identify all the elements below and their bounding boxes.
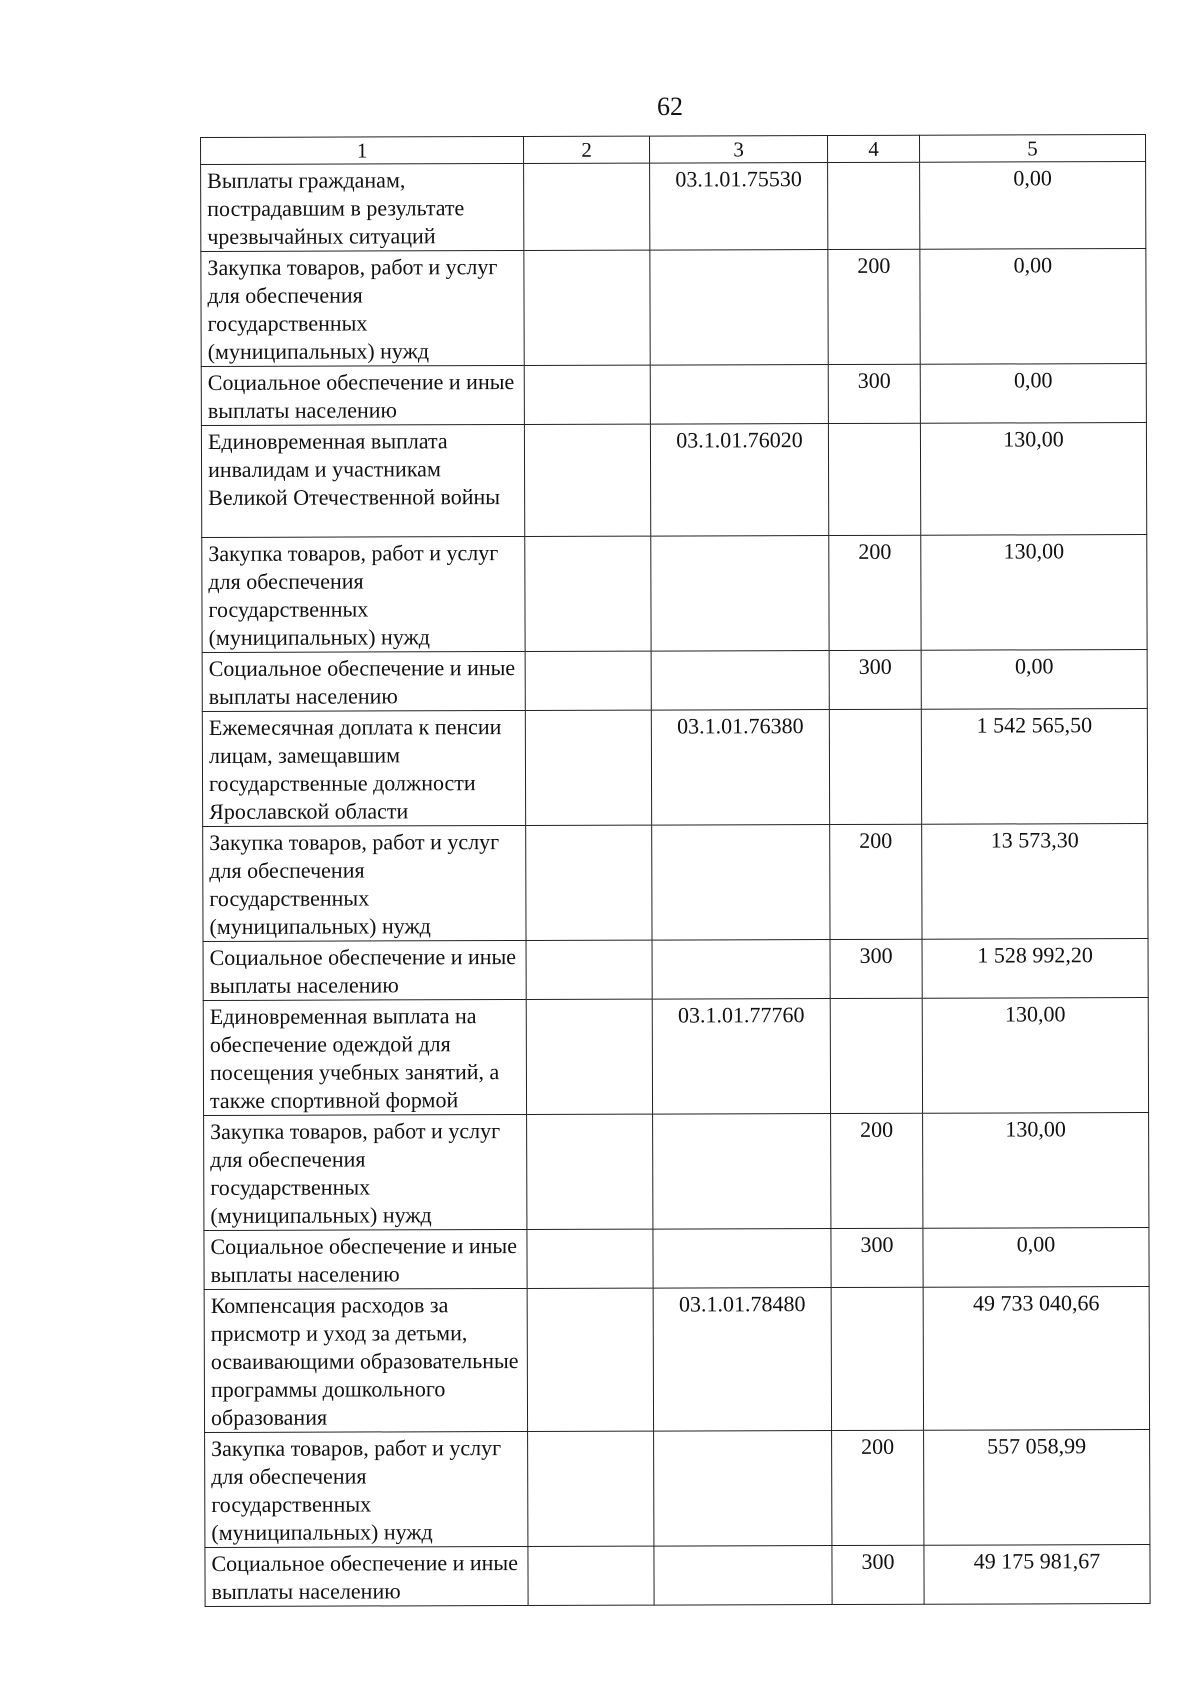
- row-type: 200: [828, 249, 920, 364]
- table-row: [204, 1113, 1149, 1231]
- row-col2: [527, 1229, 653, 1288]
- row-name: Социальное обеспечение и иные выплаты населению: [204, 1229, 527, 1289]
- row-code: [650, 365, 828, 425]
- table-row: [201, 364, 1146, 426]
- row-col2: [526, 825, 652, 940]
- table-row: [201, 249, 1146, 367]
- row-name: Закупка товаров, работ и услуг для обеспечения государственных (муниципальных) нужд: [201, 250, 524, 366]
- row-amount: 130,00: [921, 535, 1147, 651]
- row-code: [650, 250, 828, 366]
- table-row: [203, 939, 1148, 1001]
- row-col2: [526, 940, 652, 999]
- row-code: [653, 1229, 831, 1289]
- row-type: [828, 423, 920, 535]
- row-amount: 130,00: [920, 423, 1146, 536]
- table-row: [203, 824, 1148, 942]
- row-name: Ежемесячная доплата к пенсии лицам, замещавшим государственные должности Ярославской области: [202, 710, 525, 826]
- row-type: 300: [832, 1545, 924, 1604]
- header-col-2: 2: [524, 136, 650, 163]
- row-code: [651, 651, 829, 711]
- row-name: Единовременная выплата инвалидам и участникам Великой Отечественной войны: [201, 424, 524, 537]
- table-row: [205, 1545, 1150, 1607]
- table-row: [201, 162, 1146, 252]
- budget-table: [200, 134, 1151, 1607]
- header-col-3: 3: [649, 136, 827, 164]
- row-type: [830, 998, 922, 1113]
- table-row: [204, 1228, 1149, 1290]
- table-row: [201, 423, 1146, 538]
- row-col2: [528, 1431, 654, 1546]
- row-amount: 49 175 981,67: [924, 1545, 1150, 1605]
- row-col2: [524, 365, 650, 424]
- row-amount: 0,00: [920, 249, 1146, 365]
- page-number: 62: [657, 92, 683, 121]
- row-name: Закупка товаров, работ и услуг для обеспечения государственных (муниципальных) нужд: [204, 1114, 527, 1230]
- row-type: [829, 709, 921, 824]
- row-amount: 49 733 040,66: [923, 1287, 1149, 1431]
- row-type: 300: [829, 650, 921, 709]
- table-row: [203, 998, 1148, 1116]
- row-amount: 0,00: [920, 364, 1146, 424]
- row-name: Выплаты гражданам, пострадавшим в результате чрезвычайных ситуаций: [201, 163, 524, 251]
- row-code: [654, 1546, 832, 1606]
- row-name: Социальное обеспечение и иные выплаты населению: [203, 940, 526, 1000]
- row-type: 200: [829, 535, 921, 650]
- row-type: 200: [832, 1430, 924, 1545]
- header-col-5: 5: [919, 135, 1145, 163]
- row-type: 300: [830, 939, 922, 998]
- row-name: Социальное обеспечение и иные выплаты населению: [202, 651, 525, 711]
- table-row: [202, 650, 1147, 712]
- row-amount: 1 528 992,20: [922, 939, 1148, 999]
- row-col2: [527, 1288, 653, 1431]
- row-code: 03.1.01.77760: [652, 999, 830, 1115]
- row-code: [653, 1114, 831, 1230]
- row-amount: 557 058,99: [924, 1430, 1150, 1546]
- header-col-1: 1: [201, 136, 524, 164]
- table-row: [202, 535, 1147, 653]
- row-col2: [524, 424, 650, 536]
- row-col2: [525, 651, 651, 710]
- row-amount: 0,00: [920, 162, 1146, 250]
- row-type: 300: [831, 1228, 923, 1287]
- row-name: Компенсация расходов за присмотр и уход за детьми, осваивающими образовательные программы дошкольного образования: [204, 1288, 527, 1432]
- table-row: [202, 709, 1147, 827]
- row-name: Единовременная выплата на обеспечение одеждой для посещения учебных занятий, а также спортивной формой: [203, 999, 526, 1115]
- row-name: Закупка товаров, работ и услуг для обеспечения государственных (муниципальных) нужд: [203, 825, 526, 941]
- row-col2: [525, 710, 651, 825]
- row-col2: [528, 1546, 654, 1605]
- row-col2: [527, 1114, 653, 1229]
- row-col2: [524, 250, 650, 365]
- header-col-4: 4: [827, 135, 919, 162]
- row-code: 03.1.01.78480: [653, 1288, 831, 1432]
- row-type: 200: [830, 824, 922, 939]
- row-code: [652, 940, 830, 1000]
- row-code: [652, 825, 830, 941]
- row-amount: 130,00: [922, 998, 1148, 1114]
- row-type: [828, 162, 920, 249]
- row-name: Социальное обеспечение и иные выплаты населению: [205, 1546, 528, 1606]
- row-col2: [525, 536, 651, 651]
- table-row: [205, 1430, 1150, 1548]
- table-row: [204, 1287, 1149, 1433]
- row-code: [654, 1431, 832, 1547]
- row-code: 03.1.01.75530: [650, 163, 828, 251]
- row-name: Социальное обеспечение и иные выплаты населению: [201, 365, 524, 425]
- table-header-row: [201, 135, 1146, 165]
- row-code: 03.1.01.76020: [650, 424, 828, 537]
- row-amount: 0,00: [923, 1228, 1149, 1288]
- row-amount: 0,00: [921, 650, 1147, 710]
- row-col2: [524, 163, 650, 250]
- row-type: 300: [828, 364, 920, 423]
- row-code: [651, 536, 829, 652]
- row-type: 200: [831, 1113, 923, 1228]
- row-amount: 13 573,30: [922, 824, 1148, 940]
- row-amount: 1 542 565,50: [921, 709, 1147, 825]
- row-amount: 130,00: [923, 1113, 1149, 1229]
- row-name: Закупка товаров, работ и услуг для обеспечения государственных (муниципальных) нужд: [205, 1431, 528, 1547]
- row-type: [831, 1287, 923, 1430]
- row-code: 03.1.01.76380: [651, 710, 829, 826]
- row-col2: [526, 999, 652, 1114]
- row-name: Закупка товаров, работ и услуг для обеспечения государственных (муниципальных) нужд: [202, 536, 525, 652]
